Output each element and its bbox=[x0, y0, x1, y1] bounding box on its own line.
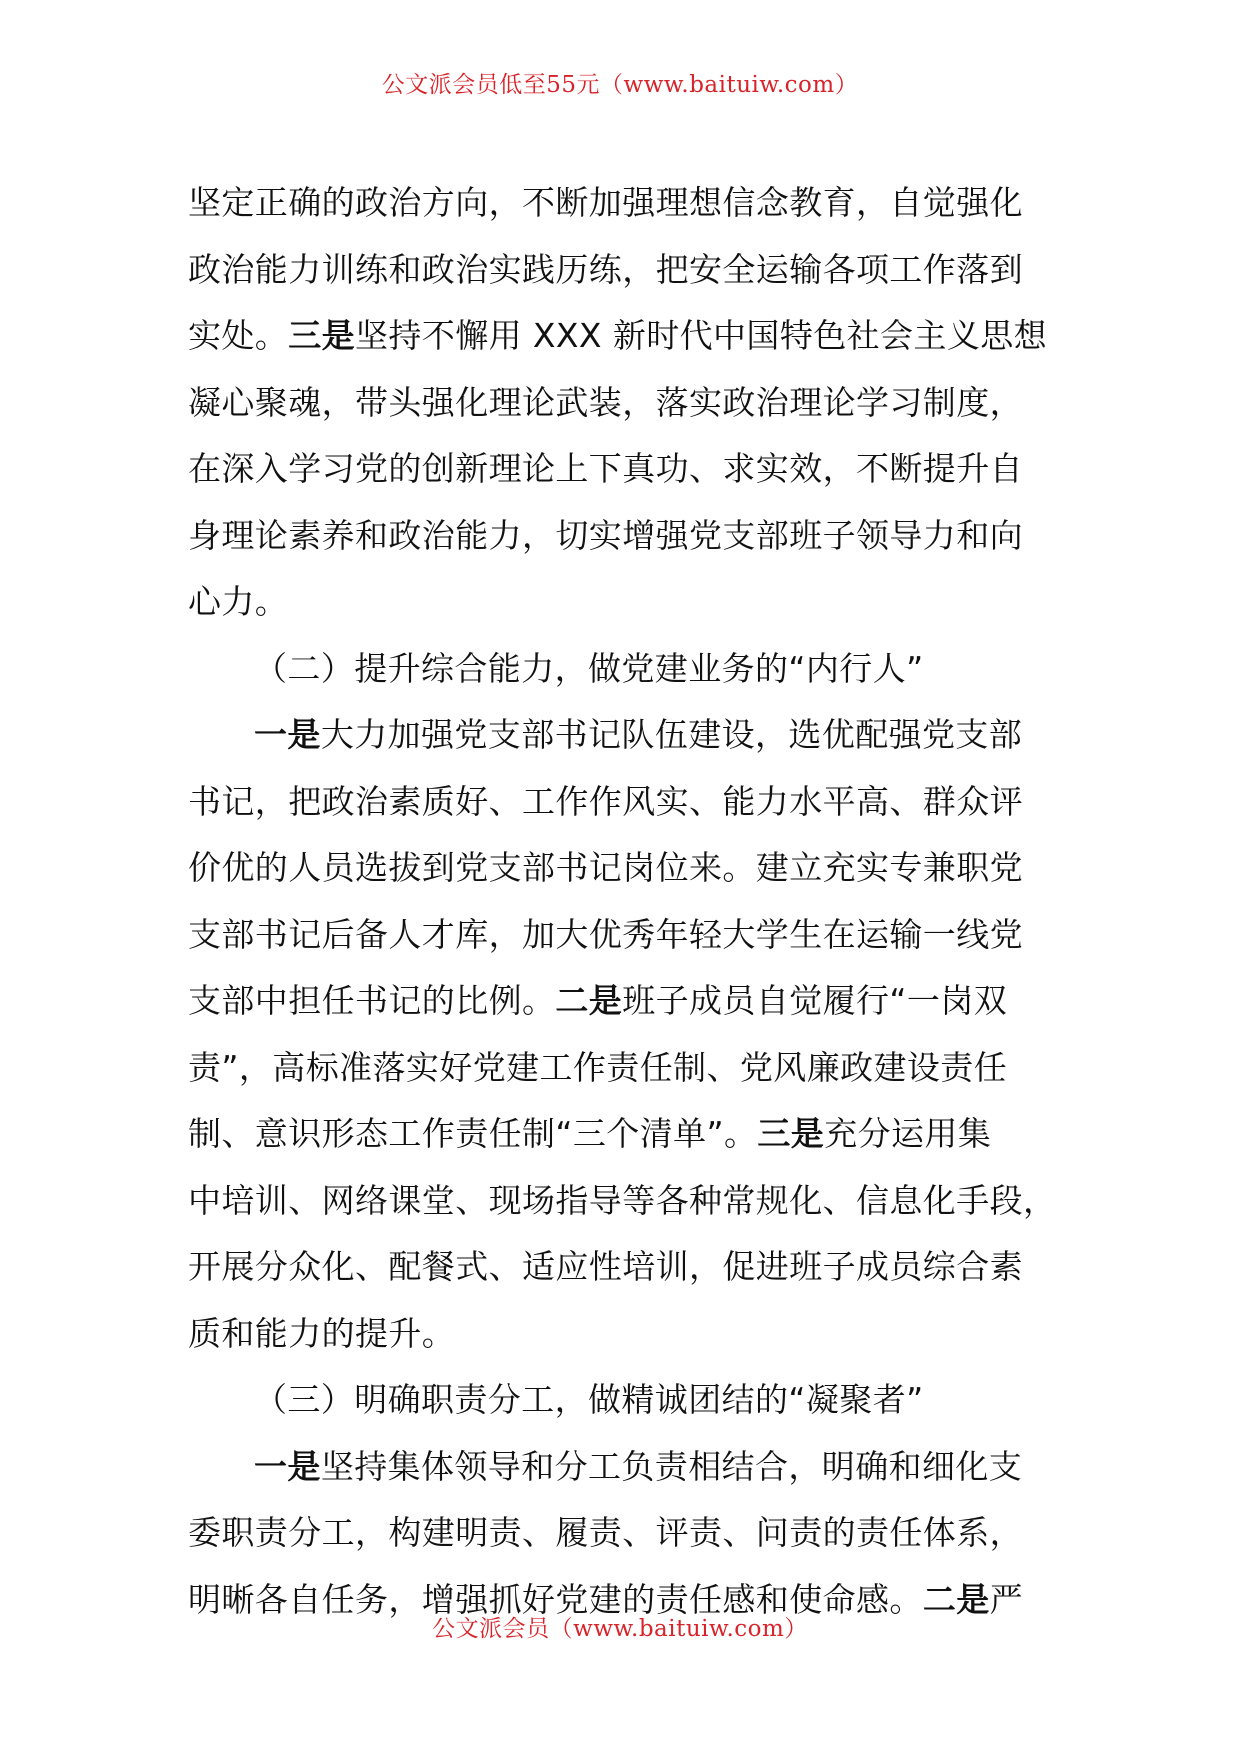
emphasis-label: 三是 bbox=[288, 316, 356, 355]
text-line: 实处。三是坚持不懈用 XXX 新时代中国特色社会主义思想 bbox=[188, 316, 1048, 355]
text-line: 质和能力的提升。 bbox=[188, 1313, 456, 1353]
text-line: 委职责分工，构建明责、履责、评责、问责的责任体系， bbox=[188, 1513, 1023, 1552]
section-heading: （二）提升综合能力，做党建业务的“内行人” bbox=[254, 648, 924, 688]
text-line: 开展分众化、配餐式、适应性培训，促进班子成员综合素 bbox=[188, 1247, 1023, 1286]
emphasis-label: 一是 bbox=[254, 715, 321, 754]
emphasis-label: 三是 bbox=[757, 1114, 825, 1153]
text-line: 制、意识形态工作责任制“三个清单”。三是充分运用集 bbox=[188, 1114, 992, 1153]
text-line: 支部中担任书记的比例。二是班子成员自觉履行“一岗双 bbox=[188, 981, 1008, 1020]
emphasis-label: 一是 bbox=[254, 1446, 321, 1486]
emphasis-label: 二是 bbox=[922, 1579, 990, 1619]
text-line: 一是大力加强党支部书记队伍建设，选优配强党支部 bbox=[254, 715, 1023, 754]
text-line: 责”，高标准落实好党建工作责任制、党风廉政建设责任 bbox=[188, 1047, 1008, 1087]
page-footer-watermark: 公文派会员（www.baituiw.com） bbox=[432, 1616, 808, 1642]
document-body bbox=[188, 170, 1060, 1633]
text-line: 一是坚持集体领导和分工负责相结合，明确和细化支 bbox=[254, 1446, 1023, 1486]
text-line: 在深入学习党的创新理论上下真功、求实效，不断提升自 bbox=[188, 449, 1023, 488]
section-heading: （三）明确职责分工，做精诚团结的“凝聚者” bbox=[254, 1380, 924, 1419]
text-line: 书记，把政治素质好、工作作风实、能力水平高、群众评 bbox=[188, 781, 1023, 821]
text-line: 坚定正确的政治方向，不断加强理想信念教育，自觉强化 bbox=[188, 183, 1023, 222]
emphasis-label: 二是 bbox=[555, 981, 623, 1020]
text-line: 身理论素养和政治能力，切实增强党支部班子领导力和向 bbox=[188, 515, 1023, 555]
text-line: 凝心聚魂，带头强化理论武装，落实政治理论学习制度， bbox=[188, 382, 1023, 422]
text-line: 明晰各自任务，增强抓好党建的责任感和使命感。二是严 bbox=[188, 1579, 1024, 1619]
page-header-watermark: 公文派会员低至55元（www.baituiw.com） bbox=[381, 72, 859, 98]
text-line: 价优的人员选拔到党支部书记岗位来。建立充实专兼职党 bbox=[188, 848, 1023, 887]
text-line: 支部书记后备人才库，加大优秀年轻大学生在运输一线党 bbox=[188, 914, 1023, 954]
text-line: 心力。 bbox=[188, 582, 289, 621]
text-line: 中培训、网络课堂、现场指导等各种常规化、信息化手段， bbox=[188, 1180, 1057, 1220]
text-line: 政治能力训练和政治实践历练，把安全运输各项工作落到 bbox=[188, 249, 1023, 289]
